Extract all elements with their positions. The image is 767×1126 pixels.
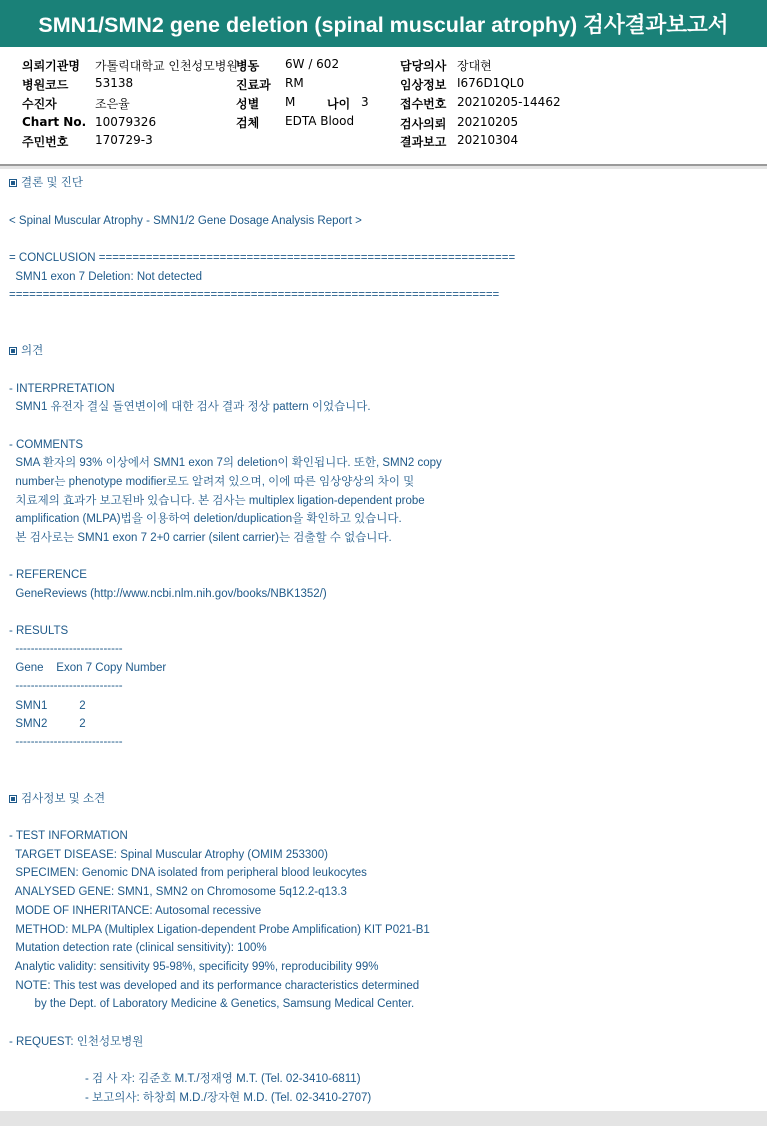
comments-line: 치료제의 효과가 보고된바 있습니다. 본 검사는 multiplex ligation-dependent probe xyxy=(9,495,425,507)
request-line: - REQUEST: 인천성모병원 xyxy=(9,1036,144,1048)
test-info-title: - TEST INFORMATION xyxy=(9,830,128,842)
comments-title: - COMMENTS xyxy=(9,439,84,451)
ward-label: 병동 xyxy=(236,59,260,73)
conclusion-rule: = CONCLUSION ============================================================== xyxy=(9,252,516,264)
results-header: Gene Exon 7 Copy Number xyxy=(9,662,167,674)
requesting-institution-value: 가톨릭대학교 인천성모병원 xyxy=(95,59,238,73)
reporting-doctor-signature: - 보고의사: 하창희 M.D./장자현 M.D. (Tel. 02-3410-2707) xyxy=(85,1092,372,1104)
section-heading-test-info-label: 검사정보 및 소견 xyxy=(21,793,106,805)
sex-label: 성별 xyxy=(236,97,260,111)
specimen-value: EDTA Blood xyxy=(285,114,355,128)
chart-no-label: Chart No. xyxy=(22,115,87,129)
conclusion-text: SMN1 exon 7 Deletion: Not detected xyxy=(9,271,203,283)
conclusion-end-rule: ========================================================================= xyxy=(9,289,500,301)
checkbox-square-icon xyxy=(9,179,17,187)
department-value: RM xyxy=(285,76,304,90)
result-report-label: 결과보고 xyxy=(400,135,447,149)
accession-number-label: 접수번호 xyxy=(400,97,447,111)
department-label: 진료과 xyxy=(236,78,271,92)
results-row: SMN2 2 xyxy=(9,718,86,730)
tester-signature: - 검 사 자: 김준호 M.T./정재영 M.T. (Tel. 02-3410-6811) xyxy=(85,1073,361,1085)
resident-number-value: 170729-3 xyxy=(95,133,153,147)
test-info-line: by the Dept. of Laboratory Medicine & Genetics, Samsung Medical Center. xyxy=(9,998,415,1010)
test-info-line: Mutation detection rate (clinical sensitivity): 100% xyxy=(9,942,267,954)
checkbox-square-icon xyxy=(9,347,17,355)
age-value: 3 xyxy=(361,95,369,109)
checkbox-square-icon xyxy=(9,795,17,803)
result-report-value: 20210304 xyxy=(457,133,519,147)
chart-no-value: 10079326 xyxy=(95,115,157,129)
section-heading-opinion xyxy=(9,344,43,358)
interpretation-title: - INTERPRETATION xyxy=(9,383,115,395)
test-info-line: TARGET DISEASE: Spinal Muscular Atrophy (OMIM 253300) xyxy=(9,849,328,861)
age-label: 나이 xyxy=(327,97,351,111)
hospital-code-label: 병원코드 xyxy=(22,78,69,92)
requesting-institution-label: 의뢰기관명 xyxy=(22,59,80,73)
clinical-info-label: 임상정보 xyxy=(400,78,447,92)
examinee-label: 수진자 xyxy=(22,97,57,111)
results-rule: ---------------------------- xyxy=(9,643,123,655)
comments-line: number는 phenotype modifier로도 알려져 있으며, 이에 따른 임상양상의 차이 및 xyxy=(9,476,415,488)
interpretation-line: SMN1 유전자 결실 돌연변이에 대한 검사 결과 정상 pattern 이었습니다. xyxy=(9,401,371,413)
results-rule: ---------------------------- xyxy=(9,736,123,748)
test-request-label: 검사의뢰 xyxy=(400,117,447,131)
test-info-line: NOTE: This test was developed and its performance characteristics determined xyxy=(9,980,420,992)
hospital-code-value: 53138 xyxy=(95,76,134,90)
clinical-info-value: I676D1QL0 xyxy=(457,76,525,90)
report-name: < Spinal Muscular Atrophy - SMN1/2 Gene Dosage Analysis Report > xyxy=(9,215,362,227)
results-rule: ---------------------------- xyxy=(9,680,123,692)
test-info-line: METHOD: MLPA (Multiplex Ligation-dependent Probe Amplification) KIT P021-B1 xyxy=(9,924,430,936)
section-heading-test-info xyxy=(9,792,105,806)
test-info-line: MODE OF INHERITANCE: Autosomal recessive xyxy=(9,905,262,917)
reference-link: GeneReviews (http://www.ncbi.nlm.nih.gov/books/NBK1352/) xyxy=(9,588,327,600)
resident-number-label: 주민번호 xyxy=(22,135,69,149)
patient-info-header xyxy=(0,48,767,164)
report-title: SMN1/SMN2 gene deletion (spinal muscular atrophy) 검사결과보고서 xyxy=(0,0,767,47)
comments-line: 본 검사로는 SMN1 exon 7 2+0 carrier (silent carrier)는 검출할 수 없습니다. xyxy=(9,532,392,544)
section-heading-conclusion xyxy=(9,176,83,190)
footer-bar xyxy=(0,1111,767,1126)
attending-doctor-value: 장대현 xyxy=(457,59,492,73)
comments-line: SMA 환자의 93% 이상에서 SMN1 exon 7의 deletion이 확인됩니다. 또한, SMN2 copy xyxy=(9,457,442,469)
test-info-line: ANALYSED GENE: SMN1, SMN2 on Chromosome 5q12.2-q13.3 xyxy=(9,886,347,898)
test-request-value: 20210205 xyxy=(457,115,519,129)
test-info-line: SPECIMEN: Genomic DNA isolated from peripheral blood leukocytes xyxy=(9,867,367,879)
attending-doctor-label: 담당의사 xyxy=(400,59,447,73)
reference-title: - REFERENCE xyxy=(9,569,87,581)
test-info-line: Analytic validity: sensitivity 95-98%, specificity 99%, reproducibility 99% xyxy=(9,961,379,973)
examinee-value: 조은율 xyxy=(95,97,130,111)
results-row: SMN1 2 xyxy=(9,700,86,712)
results-title: - RESULTS xyxy=(9,625,69,637)
section-heading-conclusion-label: 결론 및 진단 xyxy=(21,177,83,189)
report-body xyxy=(0,169,767,1111)
section-heading-opinion-label: 의견 xyxy=(21,345,44,357)
comments-line: amplification (MLPA)법을 이용하여 deletion/duplication을 확인하고 있습니다. xyxy=(9,513,402,525)
ward-value: 6W / 602 xyxy=(285,57,340,71)
specimen-label: 검체 xyxy=(236,116,260,130)
accession-number-value: 20210205-14462 xyxy=(457,95,561,109)
sex-value: M xyxy=(285,95,296,109)
